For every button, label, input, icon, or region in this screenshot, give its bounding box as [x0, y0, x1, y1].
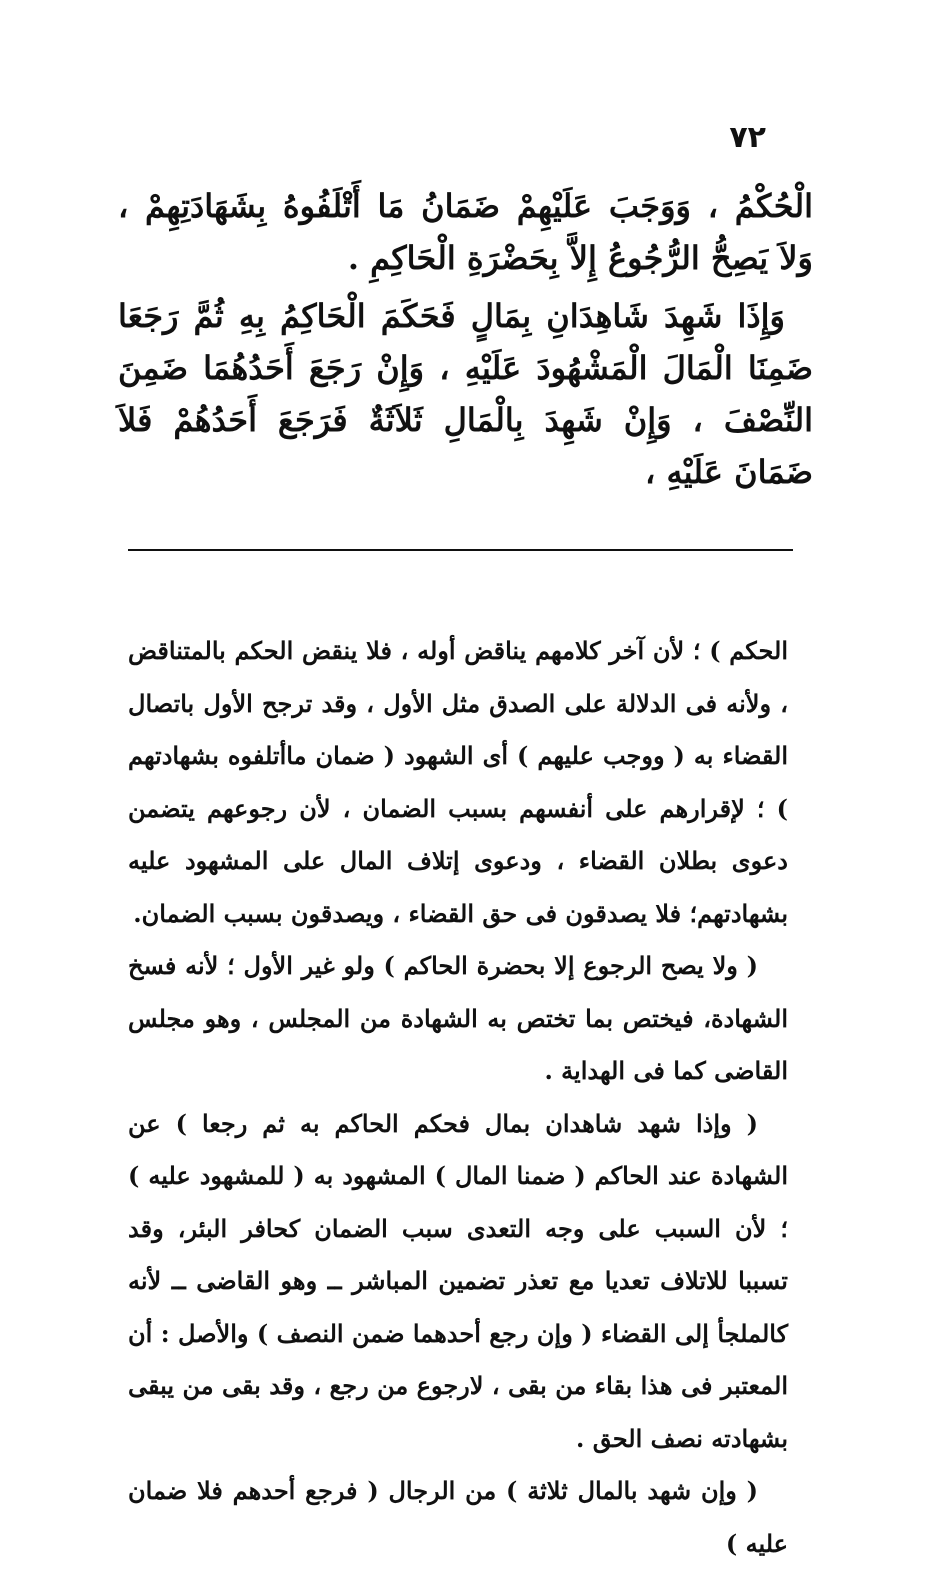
commentary-paragraph: ( وإن شهد بالمال ثلاثة ) من الرجال ( فرجع أحدهم فلا ضمان عليه ) — [128, 1476, 788, 1558]
page-number: ٧٢ — [729, 120, 766, 155]
main-paragraph: وَإِذَا شَهِدَ شَاهِدَانِ بِمَالٍ فَحَكَمَ الْحَاكِمُ بِهِ ثُمَّ رَجَعَا ضَمِنَا الْمَالَ الْمَشْهُودَ عَلَيْهِ ، وَإِنْ رَجَعَ أَحَدُهُمَا ضَمِنَ النِّصْفَ ، وَإِنْ شَهِدَ بِالْمَالِ ثَلاَثَةٌ فَرَجَعَ أَحَدُهُمْ فَلاَ ضَمَانَ عَلَيْهِ ، — [118, 297, 813, 491]
main-paragraph: الْحُكْمُ ، وَوَجَبَ عَلَيْهِمْ ضَمَانُ مَا أَتْلَفُوهُ بِشَهَادَتِهِمْ ، وَلاَ يَصِحُّ الرُّجُوعُ إِلاَّ بِحَضْرَةِ الْحَاكِمِ . — [118, 187, 813, 277]
commentary-paragraph: ( ولا يصح الرجوع إلا بحضرة الحاكم ) ولو غير الأول ؛ لأنه فسخ الشهادة، فيختص بما تختص به الشهادة من المجلس ، وهو مجلس القاضى كما فى الهداية . — [128, 951, 788, 1085]
commentary-paragraph: ( وإذا شهد شاهدان بمال فحكم الحاكم به ثم رجعا ) عن الشهادة عند الحاكم ( ضمنا المال ) المشهود به ( للمشهود عليه ) ؛ لأن السبب على وجه التعدى سبب الضمان كحافر البئر، وقد تسببا للاتلاف تعديا مع تعذر تضمين المباشر ــ وهو القاضى ــ لأنه كالملجأ إلى القضاء ( وإن رجع أحدهما ضمن النصف ) والأصل : أن المعتبر فى هذا بقاء من بقى ، لارجوع من رجع ، وقد بقى من يبقى بشهادته نصف الحق . — [128, 1108, 788, 1453]
commentary-paragraph: الحكم ) ؛ لأن آخر كلامهم يناقض أوله ، فلا ينقض الحكم بالمتناقض ، ولأنه فى الدلالة على الصدق مثل الأول ، وقد ترجح الأول باتصال القضاء به ( ووجب عليهم ) أى الشهود ( ضمان ماأتلفوه بشهادتهم ) ؛ لإقرارهم على أنفسهم بسبب الضمان ، لأن رجوعهم يتضمن دعوى بطلان القضاء ، ودعوى إتلاف المال على المشهود عليه بشهادتهم؛ فلا يصدقون فى حق القضاء ، ويصدقون بسبب الضمان. — [128, 636, 788, 928]
footnote-divider — [128, 549, 793, 551]
commentary-text — [128, 625, 788, 1570]
main-text — [118, 180, 813, 504]
